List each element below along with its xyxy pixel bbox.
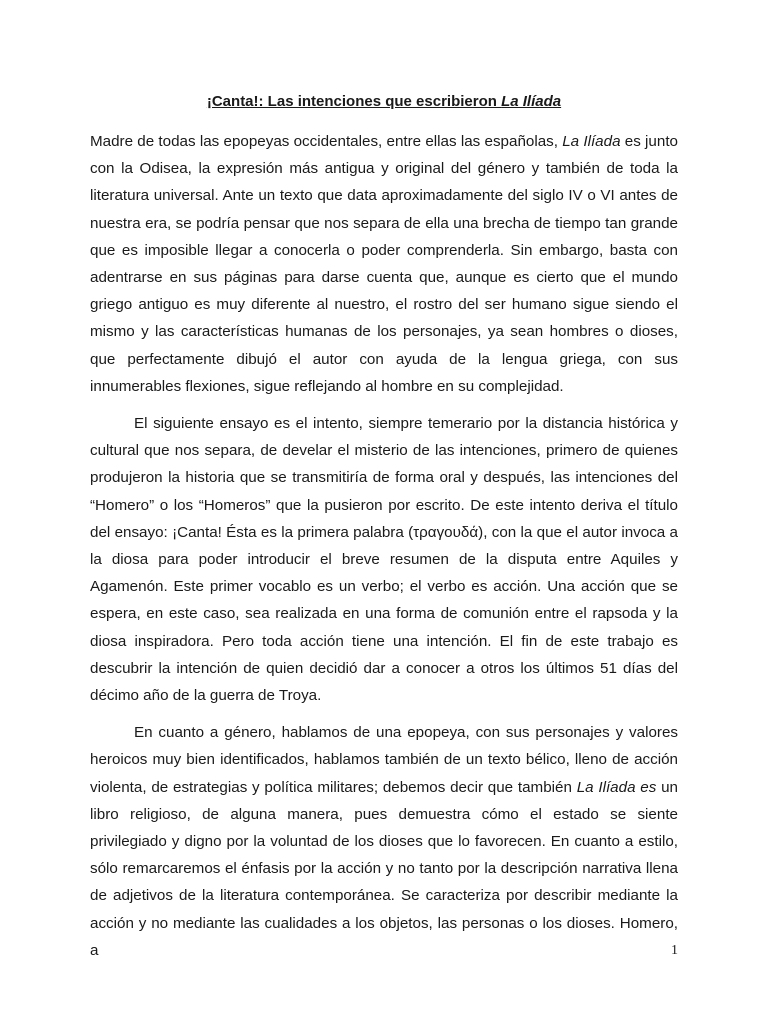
paragraph-3-italic: La Ilíada es bbox=[576, 778, 657, 796]
page-number: 1 bbox=[671, 943, 678, 958]
document-body bbox=[90, 128, 678, 974]
title-text: ¡Canta!: Las intenciones que escribieron bbox=[206, 93, 502, 110]
paragraph-1-italic: La Ilíada bbox=[562, 133, 621, 150]
paragraph-1-part-a: Madre de todas las epopeyas occidentales, entre ellas las españolas, bbox=[90, 133, 563, 150]
paragraph-3-part-a: En cuanto a género, hablamos de una epopeya, con sus personajes y valores heroicos muy bien identificados, hablamos también de un texto bélico, lleno de acción violenta, de estrategias y política militares; debemos decir que también bbox=[90, 724, 678, 796]
paragraph-3 bbox=[90, 719, 678, 964]
paragraph-2: El siguiente ensayo es el intento, siempre temerario por la distancia histórica y cultural que nos separa, de develar el misterio de las intenciones, primero de quienes produjeron la historia que se transmitiría de forma oral y después, las intenciones del “Homero” o los “Homeros” que la pusieron por escrito. De este intento deriva el título del ensayo: ¡Canta! Ésta es la primera palabra (τραγουδά), con la que el autor invoca a la diosa para poder introducir el breve resumen de la disputa entre Aquiles y Agamenón. Este primer vocablo es un verbo; el verbo es acción. Una acción que se espera, en este caso, sea realizada en una forma de comunión entre el rapsoda y la diosa inspiradora. Pero toda acción tiene una intención. El fin de este trabajo es descubrir la intención de quien decidió dar a conocer a otros los últimos 51 días del décimo año de la guerra de Troya. bbox=[90, 415, 678, 705]
paragraph-1-part-b: es junto con la Odisea, la expresión más antigua y original del género y también de toda la literatura universal. Ante un texto que data aproximadamente del siglo IV o VI antes de nuestra era, se podría pensar que nos separa de ella una brecha de tiempo tan grande que es imposible llegar a conocerla o poder comprenderla. Sin embargo, basta con adentrarse en sus páginas para darse cuenta que, aunque es cierto que el mundo griego antiguo es muy diferente al nuestro, el rostro del ser humano sigue siendo el mismo y las características humanas de los personajes, ya sean hombres o dioses, que perfectamente dibujó el autor con ayuda de la lengua griega, con sus innumerables flexiones, sigue reflejando al hombre en su complejidad. bbox=[90, 133, 678, 395]
title-italic-work: La Ilíada bbox=[501, 93, 562, 110]
paragraph-3-part-b: un libro religioso, de alguna manera, pues demuestra cómo el estado se siente privilegiado y digno por la voluntad de los dioses que lo favorecen. En cuanto a estilo, sólo remarcaremos el énfasis por la acción y no tanto por la descripción narrativa llena de adjetivos de la literatura contemporánea. Se caracteriza por describir mediante la acción y no mediante las cualidades a los objetos, las personas o los dioses. Homero, a bbox=[90, 778, 679, 959]
document-title bbox=[90, 92, 678, 112]
paragraph-1 bbox=[90, 128, 678, 400]
